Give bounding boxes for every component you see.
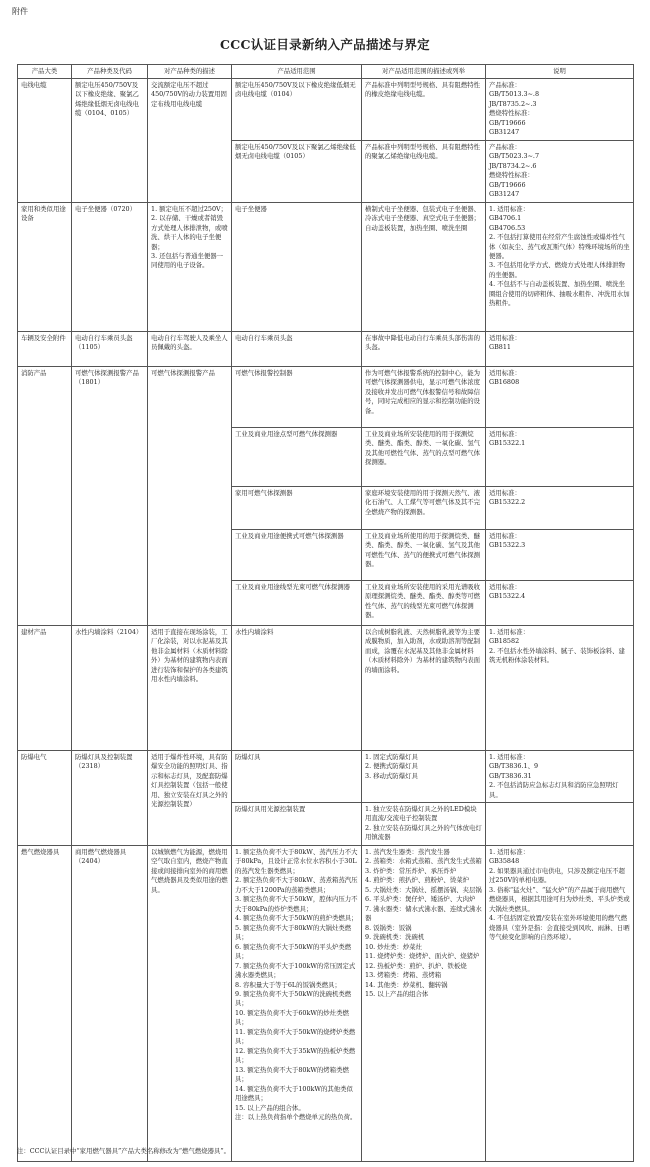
kind-description-cell — [148, 202, 232, 331]
category-cell: 车辆及安全附件 — [18, 331, 72, 366]
scope-cell: 电动自行车乘员头盔 — [232, 331, 362, 366]
remark-cell-line: GB31247 — [489, 190, 520, 199]
remark-cell-line: GB811 — [489, 343, 511, 352]
remark-cell — [486, 845, 634, 1161]
scope-description-cell: 以合成树脂乳液、天然树脂乳液等为主要成膜物质，加入助剂，水或助溶剂等配制而成，涂覆在水泥基及其他非金属材料（木质材料除外）为基材的建筑物内表面的墙面涂料。 — [362, 625, 486, 750]
remark-cell — [486, 331, 634, 366]
scope-description-cell-line: 2. 便携式防爆灯具 — [365, 762, 418, 771]
remark-cell — [486, 580, 634, 625]
product-table — [17, 64, 634, 1162]
scope-description-cell-line: 1. 固定式防爆灯具 — [365, 752, 418, 761]
scope-cell-line: 5. 额定热负荷不大于80kW的大锅灶类燃具； — [235, 923, 352, 942]
scope-cell: 工业及商业用途点型可燃气体探测器 — [232, 427, 362, 486]
scope-cell: 水性内墙涂料 — [232, 625, 362, 750]
remark-cell-line: 燃烧特性标准： — [489, 109, 534, 118]
table-row — [18, 79, 634, 141]
category-cell: 电线电缆 — [18, 79, 72, 203]
category-cell: 防爆电气 — [18, 750, 72, 845]
remark-cell-line: GB31247 — [489, 128, 520, 137]
remark-cell-line: GB15322.3 — [489, 541, 526, 550]
remark-cell-line: 2. 不包括打算使用在经常产生腐蚀性或爆炸性气体（如灰尘、蒸气或瓦斯气体）特殊环境场所的坐便器。 — [489, 233, 630, 260]
scope-cell: 防爆灯具用光源控制装置 — [232, 802, 362, 845]
table-row — [18, 202, 634, 331]
remark-cell — [486, 79, 634, 141]
kind-description-cell: 可燃气体探测报警产品 — [148, 366, 232, 625]
scope-cell-line: 13. 额定热负荷不大于80kW的烤箱类燃具； — [235, 1065, 349, 1084]
remark-cell-line: GB15322.4 — [489, 592, 526, 601]
remark-cell — [486, 202, 634, 331]
scope-description-cell: 在事故中降低电动自行车乘员头部伤害的头盔。 — [362, 331, 486, 366]
remark-cell-line: 4. 不包括固定放置/安装在室外环境使用的燃气燃烧器具（室外是指：会直接受到风吹、雨淋、日晒等气候变化影响的自然环境）。 — [489, 914, 630, 942]
scope-cell-line: 2. 额定热负荷不大于80kW、蒸煮箱蒸汽压力不大于1200Pa的蒸箱类燃具； — [235, 876, 358, 894]
remark-cell-line: JB/T8734.2~.6 — [489, 161, 537, 170]
kind-description-cell: 以城镇燃气为能源，燃烧用空气取自室内，燃烧产物直接或间接排向室外的商用燃气燃烧器具及类似用途的燃具。 — [148, 845, 232, 1161]
remark-cell-line: GB/T19666 — [489, 118, 526, 127]
remark-cell-line: 燃烧特性标准： — [489, 171, 534, 180]
scope-cell-line: 9. 额定热负荷不大于50kW的洗碗机类燃具； — [235, 990, 352, 1008]
remark-cell-line: 1. 适用标准： — [489, 204, 530, 213]
remark-cell — [486, 486, 634, 529]
scope-cell-line: 1. 额定热负荷不大于80kW、蒸汽压力不大于80kPa，且设计正常水位水容积小于30L的蒸汽发生器类燃具； — [235, 847, 358, 875]
header-row — [18, 65, 634, 79]
scope-description-cell-line: 14. 其他类：炒菜机、翻转锅 — [365, 980, 448, 989]
scope-cell-line: 7. 额定热负荷不大于100kW的常压固定式沸水器类燃具； — [235, 961, 356, 980]
scope-description-cell-line: 8. 饭锅类：饭锅 — [365, 923, 412, 932]
kind-description-cell: 适用于爆炸性环境，具有防爆安全功能的照明灯具、指示和标志灯具，及配套防爆灯具控制装置（包括一般使用、独立安装在灯具之外的光源控制装置） — [148, 750, 232, 845]
scope-cell-line: 8. 容积量大于等于6L的饭锅类燃具； — [235, 980, 341, 989]
category-cell: 消防产品 — [18, 366, 72, 625]
scope-cell-line: 3. 额定热负荷不大于50kW，腔体内压力不大于80kPa的炸炉类燃具； — [235, 895, 358, 913]
scope-cell: 家用可燃气体探测器 — [232, 486, 362, 529]
scope-cell-line: 6. 额定热负荷不大于50kW的平头炉类燃具； — [235, 942, 352, 961]
scope-description-cell: 家庭环境安装使用的用于探测天然气、液化石油气、人工煤气等可燃气体及其不完全燃烧产物的探测器。 — [362, 486, 486, 529]
remark-cell-line: 适用标准： — [489, 488, 521, 497]
scope-description-cell: 工业及商业场所安装使用的采用光谱吸收原理探测烷类、醚类、酯类、醇类等可燃性气体、蒸气的线型光束可燃气体探测器。 — [362, 580, 486, 625]
remark-cell-line: 3. 俗称“猛火灶”、“猛火炉”的产品属于商用燃气燃烧器具，根据其用途可归为炒灶类、平头炉类或大锅灶类燃具。 — [489, 885, 630, 913]
footnote: 注：CCC认证目录中“家用燃气器具”产品大类名称修改为“燃气燃烧器具”。 — [17, 1147, 231, 1155]
scope-description-cell-line: 3. 炸炉类：常压炸炉、承压炸炉 — [365, 866, 457, 875]
remark-cell-line: 2. 如果器具通过市电供电，只涉及额定电压不超过250V的单相电器。 — [489, 866, 625, 885]
kind-cell: 商用燃气燃烧器具（2404） — [72, 845, 148, 1161]
table-row — [18, 750, 634, 802]
remark-cell — [486, 625, 634, 750]
category-cell: 建材产品 — [18, 625, 72, 750]
remark-cell-line: 4. 不包括不与自动盖板装置、加热坐圈、喷洗坐圈组合使用的切碎粗体、抽吸水粗件、冲洗用水加热粗件。 — [489, 280, 630, 308]
scope-cell: 电子坐便器 — [232, 202, 362, 331]
remark-cell — [486, 366, 634, 427]
header-cell: 产品适用范围 — [232, 65, 362, 79]
scope-cell-line: 15. 以上产品的组合体。 — [235, 1103, 305, 1112]
remark-cell — [486, 140, 634, 202]
scope-description-cell-line: 10. 炒灶类：炒菜灶 — [365, 942, 422, 951]
kind-description-cell: 交流额定电压不超过450/750V的动力装置用固定布线用电线电缆 — [148, 79, 232, 203]
scope-cell: 工业及商业用途便携式可燃气体探测器 — [232, 529, 362, 580]
remark-cell-line: 适用标准： — [489, 582, 521, 591]
scope-description-cell: 产品标准中列明型号规格、具有阻燃特性的橡皮绝缘电线电缆。 — [362, 79, 486, 141]
remark-cell — [486, 750, 634, 802]
kind-cell: 电子坐便器（0720） — [72, 202, 148, 331]
scope-description-cell-line: 7. 沸水器类：储水式沸水器、连续式沸水器 — [365, 904, 482, 923]
scope-description-cell-line: 2. 蒸箱类：水箱式蒸箱、蒸汽发生式蒸箱 — [365, 857, 482, 866]
kind-description-cell-line: 2. 以存储、干燥或者销毁方式处理人体排泄物，或喷洗、烘干人体的电子坐便器； — [151, 214, 228, 251]
remark-cell-line: GB/T3836.31 — [489, 771, 532, 780]
scope-cell: 额定电压450/750V及以下聚氯乙烯绝缘低烟无卤电线电缆（0105） — [232, 140, 362, 202]
scope-cell-line: 注：以上热负荷指单个燃烧单元的热负荷。 — [235, 1113, 357, 1122]
remark-cell-line: GB4706.1 — [489, 214, 522, 223]
remark-cell-line: 产品标准： — [489, 81, 521, 89]
remark-cell-line: 适用标准： — [489, 531, 521, 540]
scope-cell — [232, 845, 362, 1161]
header-cell: 对产品种类的描述 — [148, 65, 232, 79]
table-row — [18, 331, 634, 366]
kind-cell: 水性内墙涂料（2104） — [72, 625, 148, 750]
scope-description-cell — [362, 802, 486, 845]
scope-description-cell: 横制式电子坐便器、包装式电子坐便器、冷冻式电子坐便器、真空式电子坐便器；自动盖板装置，加热坐圈、喷洗坐圈 — [362, 202, 486, 331]
scope-description-cell-line: 2. 独立安装在防爆灯具之外的气体放电灯用镇流器 — [365, 823, 482, 842]
scope-cell-line: 12. 额定热负荷不大于35kW的热板炉类燃具； — [235, 1046, 356, 1065]
scope-description-cell: 作为可燃气体报警系统的控制中心，能为可燃气体探测器供电，显示可燃气体浓度及接收并发出可燃气体报警信号和故障信号，同时完成相应的显示和控制功能的设备。 — [362, 366, 486, 427]
header-cell: 对产品适用范围的描述或列举 — [362, 65, 486, 79]
scope-cell: 额定电压450/750V及以下橡皮绝缘低烟无卤电线电缆（0104） — [232, 79, 362, 141]
scope-description-cell-line: 11. 烧烤炉类：烧烤炉、面火炉、烧猪炉 — [365, 952, 480, 961]
kind-cell: 电动自行车乘员头盔（1105） — [72, 331, 148, 366]
kind-cell: 额定电压450/750V及以下橡皮绝缘、聚氯乙烯绝缘低烟无卤电线电缆（0104、0105） — [72, 79, 148, 203]
scope-description-cell-line: 12. 热板炉类：煎炉、扒炉、铁板烧 — [365, 961, 467, 970]
scope-description-cell-line: 15. 以上产品的组合体 — [365, 990, 429, 998]
kind-description-cell-line: 3. 还包括与普通坐便器一同使用的电子设备。 — [151, 251, 224, 270]
table-row — [18, 845, 634, 1161]
scope-cell-line: 4. 额定热负荷不大于50kW的煎炉类燃具； — [235, 914, 358, 923]
page-title: CCC认证目录新纳入产品描述与界定 — [220, 37, 430, 52]
remark-cell-line: GB/T5013.3~.8 — [489, 90, 540, 99]
remark-cell-line: 2. 不包括消防应急标志灯具和消防应急照明灯具。 — [489, 781, 619, 799]
scope-cell-line: 14. 额定热负荷不大于100kW的其他类似用途燃具； — [235, 1084, 353, 1103]
header-cell: 产品种类及代码 — [72, 65, 148, 79]
scope-description-cell — [362, 845, 486, 1161]
remark-cell-line: 1. 适用标准： — [489, 847, 530, 856]
remark-cell-line: 1. 适用标准： — [489, 752, 530, 761]
category-cell: 燃气燃烧器具 — [18, 845, 72, 1161]
remark-cell-line: GB/T5023.3~.7 — [489, 152, 540, 161]
remark-cell-line: GB15322.2 — [489, 498, 526, 507]
remark-cell-line: GB16808 — [489, 378, 520, 387]
remark-cell-line: GB/T19666 — [489, 180, 526, 189]
kind-cell: 防爆灯具及控制装置（2318） — [72, 750, 148, 845]
remark-cell-line: 适用标准： — [489, 429, 521, 438]
kind-description-cell: 电动自行车驾驶人及乘坐人员佩戴的头盔。 — [148, 331, 232, 366]
category-cell: 家用和类似用途设备 — [18, 202, 72, 331]
table-row — [18, 625, 634, 750]
remark-cell-line: GB35848 — [489, 857, 520, 866]
scope-cell-line: 10. 额定热负荷不大于60kW的炒灶类燃具； — [235, 1008, 349, 1027]
remark-cell-line: 适用标准： — [489, 368, 521, 377]
table-row — [18, 366, 634, 427]
remark-cell-line: GB4706.53 — [489, 223, 526, 232]
kind-description-cell-line: 1. 额定电压不超过250V； — [151, 204, 228, 213]
scope-description-cell: 产品标准中列明型号规格、具有阻燃特性的聚氯乙烯绝缘电线电缆。 — [362, 140, 486, 202]
header-cell: 说明 — [486, 65, 634, 79]
scope-description-cell — [362, 750, 486, 802]
scope-description-cell-line: 1. 独立安装在防爆灯具之外的LED模块用直流/交流电子控制装置 — [365, 804, 477, 823]
scope-cell: 可燃气体报警控制器 — [232, 366, 362, 427]
scope-description-cell-line: 9. 洗碗机类：洗碗机 — [365, 933, 425, 942]
header-cell: 产品大类 — [18, 65, 72, 79]
remark-cell-line: 产品标准： — [489, 142, 521, 151]
remark-cell-line: 3. 不包括用化学方式、燃烧方式处理人体排泄物的坐便器。 — [489, 261, 625, 279]
kind-description-cell: 适用于直接在现场涂装，工厂化涂装，对以水泥基及其他非金属材料（木质材料除外）为基材的建筑物内表面进行装饰和保护的各类建筑用水性内墙涂料。 — [148, 625, 232, 750]
scope-description-cell-line: 6. 平头炉类：煲仔炉、矮汤炉、大肉炉 — [365, 895, 476, 904]
scope-description-cell-line: 4. 煎炉类：煎扒炉、煎粉炉、烫菜炉 — [365, 876, 469, 885]
scope-description-cell-line: 5. 大锅灶类：大锅灶、摇摆汤锅、夹层锅 — [365, 885, 482, 894]
remark-cell — [486, 427, 634, 486]
scope-cell: 工业及商业用途线型光束可燃气体探测器 — [232, 580, 362, 625]
remark-cell — [486, 529, 634, 580]
scope-cell-line: 11. 额定热负荷不大于50kW的烧烤炉类燃具； — [235, 1027, 356, 1046]
scope-description-cell-line: 1. 蒸汽发生器类：蒸汽发生器 — [365, 847, 450, 856]
scope-cell: 防爆灯具 — [232, 750, 362, 802]
remark-cell-line: GB15322.1 — [489, 439, 526, 448]
attachment-label: 附件 — [12, 7, 28, 16]
remark-cell-line: JB/T8735.2~.3 — [489, 99, 537, 108]
remark-cell-line: GB/T3836.1、9 — [489, 762, 539, 771]
scope-description-cell-line: 13. 烤箱类：烤箱、蒸烤箱 — [365, 971, 442, 980]
scope-description-cell-line: 3. 移动式防爆灯具 — [365, 771, 418, 780]
scope-description-cell: 工业及商业场所使用的用于探测烷类、醚类、酯类、醇类、一氧化碳、氢气及其他可燃性气体、蒸气的便携式可燃气体探测器。 — [362, 529, 486, 580]
kind-cell: 可燃气体探测报警产品（1801） — [72, 366, 148, 625]
scope-description-cell: 工业及商业场所安装使用的用于探测烷类、醚类、酯类、醇类、一氧化碳、氢气及其他可燃性气体、蒸气的点型可燃气体探测器。 — [362, 427, 486, 486]
remark-cell-line: 1. 适用标准： — [489, 627, 530, 636]
remark-cell-line: 2. 不包括水性外墙涂料、腻子、装饰板涂料、建筑无机粉体涂装材料。 — [489, 646, 625, 665]
remark-cell-line: 适用标准： — [489, 333, 521, 342]
remark-cell — [486, 802, 634, 845]
remark-cell-line: GB18582 — [489, 637, 520, 646]
